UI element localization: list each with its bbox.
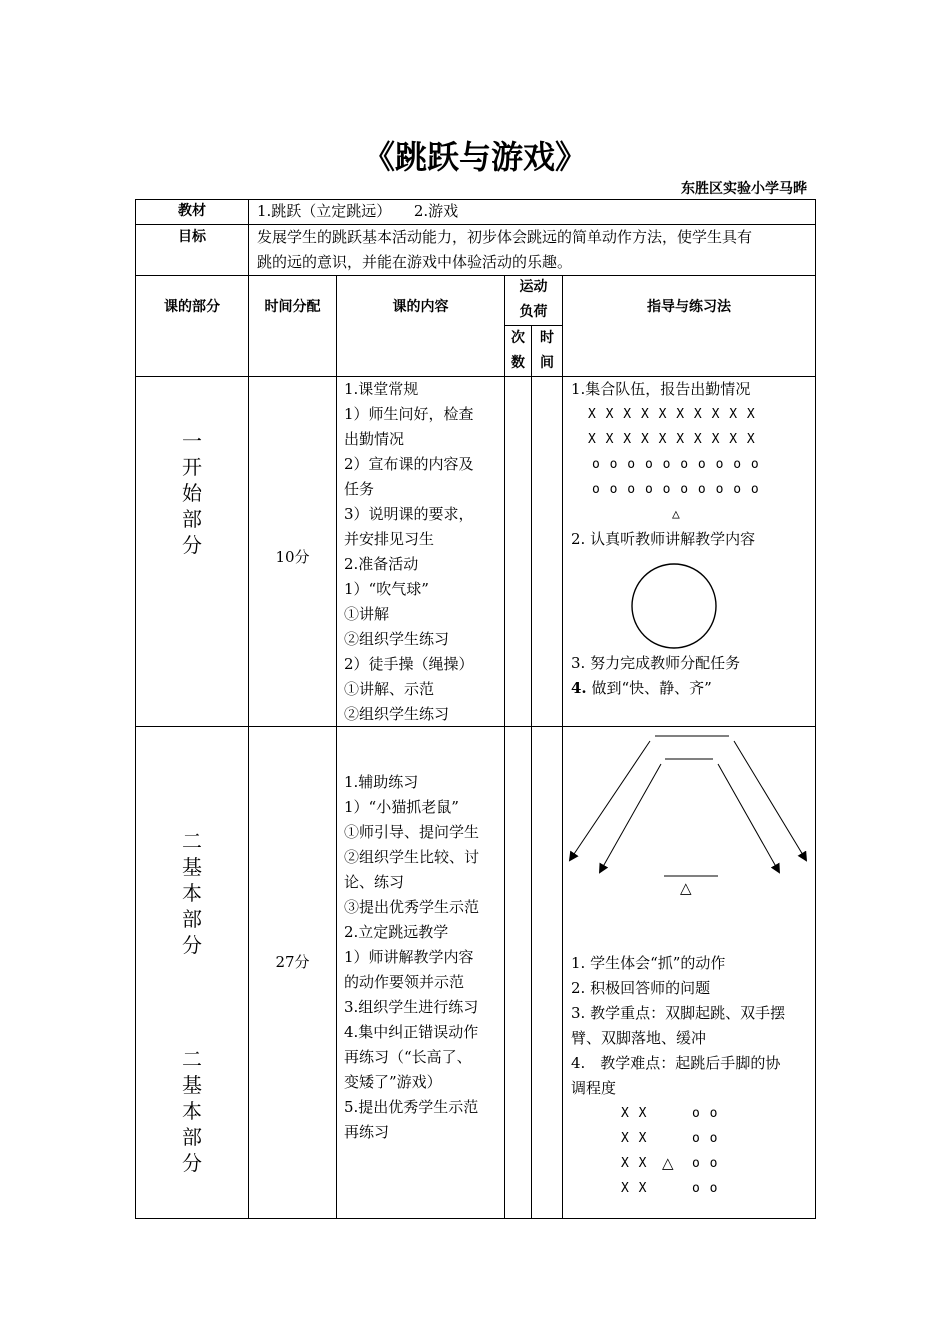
content-line: 2.立定跳远教学 <box>344 923 449 941</box>
content-line: 论、练习 <box>344 873 405 891</box>
header-part: 课的部分 <box>164 299 220 315</box>
formation-row: X X X X X X X X X X <box>588 432 756 447</box>
arrow-inner-right <box>718 764 779 872</box>
formation-row: o o <box>692 1106 719 1121</box>
section2-content <box>344 770 479 1145</box>
content-line: 3.组织学生进行练习 <box>344 998 479 1016</box>
content-line: 再练习 <box>344 1123 390 1141</box>
goal-label: 目标 <box>178 229 206 245</box>
header-load <box>505 275 562 325</box>
part-char: 分 <box>182 533 202 557</box>
part-char: 分 <box>182 933 202 957</box>
arrow-inner-left <box>600 764 661 872</box>
section2-part-label-a <box>180 828 204 958</box>
header-content: 课的内容 <box>392 299 449 315</box>
material-value: 1.跳跃（立定跳远） 2.游戏 <box>257 202 459 220</box>
content-line: 5.提出优秀学生示范 <box>344 1098 479 1116</box>
part-char: 本 <box>182 1099 202 1123</box>
goal-line-1: 发展学生的跳跃基本活动能力，初步体会跳远的简单动作方法，使学生具有 <box>257 228 753 246</box>
section1-content <box>344 377 474 727</box>
content-line: 并安排见习生 <box>344 530 435 548</box>
header-method: 指导与练习法 <box>647 299 731 315</box>
section1-formation <box>588 402 768 527</box>
table-line <box>135 275 816 276</box>
content-line: 2）徒手操（绳操） <box>344 655 474 673</box>
table-line <box>135 199 136 1219</box>
content-line: ③提出优秀学生示范 <box>344 898 480 916</box>
table-line <box>815 199 816 1219</box>
content-line: 1）师生问好，检查 <box>344 405 474 423</box>
page-title: 《跳跃与游戏》 <box>362 138 587 176</box>
section1-method-2: 2. 认真听教师讲解教学内容 <box>571 530 756 548</box>
content-line: ②组织学生练习 <box>344 630 450 648</box>
section2-time: 27分 <box>275 953 310 971</box>
formation-row: o o o o o o o o o o <box>592 482 760 497</box>
header-duration <box>532 326 562 376</box>
pair-formation-left <box>621 1101 647 1201</box>
part-char: 一 <box>182 429 202 453</box>
method-line: 调程度 <box>571 1079 617 1097</box>
content-line: 1）“小猫抓老鼠” <box>344 798 459 816</box>
part-char: 分 <box>182 1151 202 1175</box>
header-count-line-1: 次 <box>511 330 525 346</box>
content-line: ①讲解、示范 <box>344 680 435 698</box>
content-line: 出勤情况 <box>344 430 405 448</box>
formation-row: o o <box>692 1156 719 1171</box>
formation-row: o o <box>692 1181 719 1196</box>
content-line: 2）宣布课的内容及 <box>344 455 474 473</box>
content-line: ②组织学生比较、讨 <box>344 848 480 866</box>
formation-row: o o <box>692 1131 719 1146</box>
part-char: 部 <box>182 1125 202 1149</box>
formation-row: X X X X X X X X X X <box>588 407 756 422</box>
header-load-line-1: 运动 <box>519 279 548 295</box>
goal-line-2: 跳的远的意识，并能在游戏中体验活动的乐趣。 <box>257 253 573 271</box>
part-char: 基 <box>182 1073 202 1097</box>
circle-formation-diagram <box>628 560 720 652</box>
circle-formation <box>632 564 716 648</box>
section1-method-1: 1.集合队伍，报告出勤情况 <box>571 380 751 398</box>
section2-part-label-b <box>180 1046 204 1176</box>
method-line: 2. 积极回答师的问题 <box>571 979 711 997</box>
formation-mark <box>662 1126 674 1151</box>
method-line: 臂、双脚落地、缓冲 <box>571 1029 707 1047</box>
formation-row: X X <box>621 1131 648 1146</box>
table-line <box>135 1218 816 1219</box>
pair-formation-middle <box>662 1101 674 1201</box>
part-char: 基 <box>182 855 202 879</box>
method-4-number: 4. <box>571 679 587 697</box>
content-line: 1.课堂常规 <box>344 380 419 398</box>
method-line: 4. 教学难点：起跳后手脚的协 <box>571 1054 781 1072</box>
part-char: 本 <box>182 881 202 905</box>
content-line: 再练习（“长高了、 <box>344 1048 472 1066</box>
header-count <box>505 326 531 376</box>
content-line: 3）说明课的要求， <box>344 505 474 523</box>
part-char: 部 <box>182 907 202 931</box>
formation-row: X X <box>621 1156 648 1171</box>
part-char: 开 <box>182 455 202 479</box>
teacher-mark: △ <box>662 1154 674 1172</box>
table-line <box>504 275 505 1219</box>
teacher-mark: △ <box>672 507 681 522</box>
formation-row: X X <box>621 1106 648 1121</box>
header-duration-line-2: 间 <box>540 355 554 371</box>
pair-formation-right <box>692 1101 718 1201</box>
content-line: 1.辅助练习 <box>344 773 419 791</box>
material-label: 教材 <box>178 203 206 219</box>
part-char: 部 <box>182 507 202 531</box>
content-line: 变矮了”游戏） <box>344 1073 442 1091</box>
formation-mark <box>662 1101 674 1126</box>
section1-part-label <box>180 428 204 558</box>
header-count-line-2: 数 <box>511 355 525 371</box>
section1-method-3: 3. 努力完成教师分配任务 <box>571 654 741 672</box>
content-line: 任务 <box>344 480 375 498</box>
author: 东胜区实验小学马晔 <box>681 181 807 197</box>
content-line: 2.准备活动 <box>344 555 419 573</box>
header-duration-line-1: 时 <box>540 330 554 346</box>
part-char: 二 <box>182 829 202 853</box>
header-time: 时间分配 <box>264 299 321 315</box>
arrow-outer-right <box>734 741 806 860</box>
part-char: 始 <box>182 481 202 505</box>
method-line: 1. 学生体会“抓”的动作 <box>571 954 726 972</box>
content-line: ①讲解 <box>344 605 390 623</box>
content-line: 1）“吹气球” <box>344 580 429 598</box>
content-line: 1）师讲解教学内容 <box>344 948 474 966</box>
formation-row: X X <box>621 1181 648 1196</box>
method-4-text: 做到“快、静、齐” <box>586 679 712 697</box>
section1-method-4 <box>571 676 712 701</box>
arrow-outer-left <box>570 741 650 860</box>
table-line <box>531 325 532 1219</box>
content-line: 的动作要领并示范 <box>344 973 465 991</box>
method-line: 3. 教学重点：双脚起跳、双手摆 <box>571 1004 786 1022</box>
section1-time: 10分 <box>275 548 310 566</box>
header-load-line-2: 负荷 <box>519 304 548 320</box>
content-line: ②组织学生练习 <box>344 705 450 723</box>
formation-mark <box>662 1176 674 1201</box>
part-char: 二 <box>182 1047 202 1071</box>
table-line <box>248 199 249 1219</box>
formation-row: o o o o o o o o o o <box>592 457 760 472</box>
content-line: 4.集中纠正错误动作 <box>344 1023 479 1041</box>
teacher-mark: △ <box>680 879 692 897</box>
table-line <box>336 275 337 1219</box>
content-line: ①师引导、提问学生 <box>344 823 480 841</box>
section2-method <box>571 951 811 1101</box>
